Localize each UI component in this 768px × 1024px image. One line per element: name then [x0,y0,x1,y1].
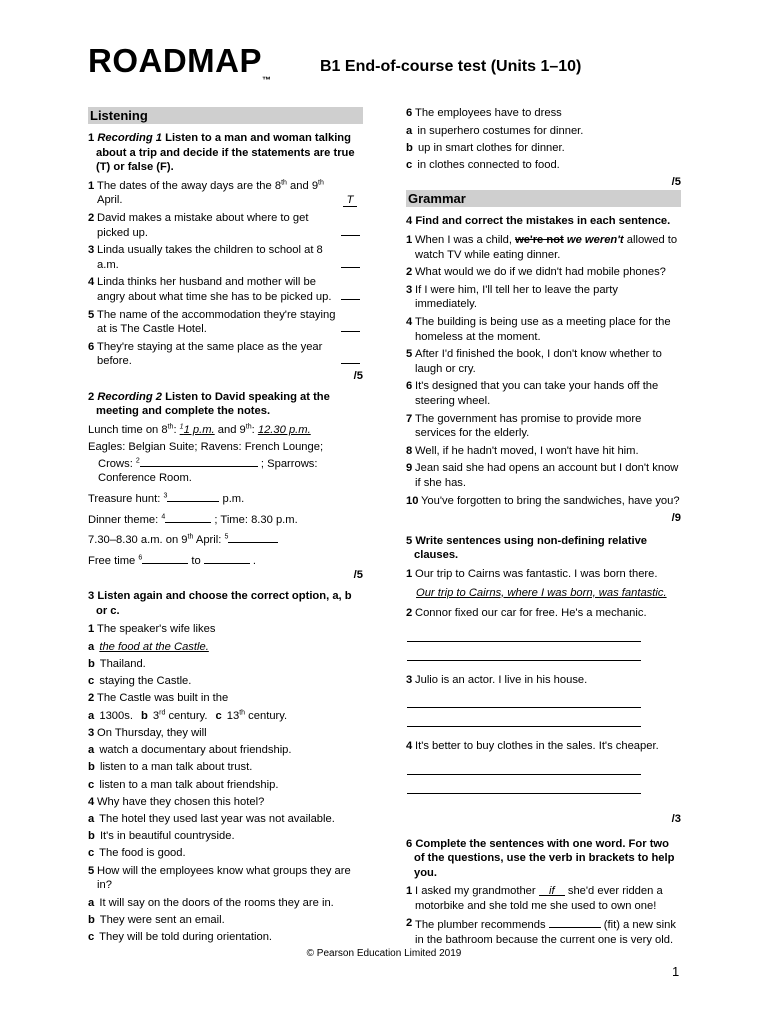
question-text: The speaker's wife likes [97,623,216,636]
answer-blank[interactable]: if [539,884,565,896]
sentence-text [415,916,681,947]
item-number: 2 [406,917,413,930]
exercise-6-items [406,884,681,947]
option-text: listen to a man talk about trust. [99,761,253,774]
option-c[interactable]: c 13th century. [215,708,288,722]
option-b[interactable]: b 3rd century. [140,708,208,722]
answer-box[interactable] [337,319,363,337]
sentence-item [406,444,681,459]
option-c[interactable] [88,846,363,861]
exercise-1-score: /5 [353,369,363,382]
option-a[interactable]: a 1300s. [88,709,133,722]
option-a[interactable] [406,124,681,139]
option-b[interactable] [88,913,363,928]
sentence-item [406,283,681,312]
item-text: Linda thinks her husband and mother will be angry about what time she has to be picked up. [97,276,332,303]
option-text: The hotel they used last year was not available. [99,813,335,826]
option-letter: c [88,778,95,791]
question-number: 2 [88,692,95,705]
sentence-item [406,673,681,688]
question-text: On Thursday, they will [97,726,207,739]
notes-crows: Crows: $^2$ ; Sparrows: [88,455,363,472]
option-letter: b [88,913,95,926]
option-text: the food at the Castle. [99,640,209,653]
item-text: Linda usually takes the children to school at 8 a.m. [97,244,323,271]
item-number: 2 [88,211,95,224]
sentence-item [406,916,681,947]
copyright-footer: © Pearson Education Limited 2019 [306,948,462,959]
true-false-item [88,211,363,240]
notes-conference: Conference Room. [98,472,192,485]
answer-blank-6b[interactable] [204,552,250,564]
sentence-text: You've forgotten to bring the sandwiches, have you? [421,494,680,507]
question [88,691,363,706]
item-number: 3 [406,673,413,686]
item-text: They're staying at the same place as the year before. [97,340,323,368]
sentence-text: Julio is an actor. I live in his house. [415,673,588,686]
item-number: 1 [406,885,413,898]
notes-lunch: Lunch time on 8th: $^1$1 p.m. and 9th: 12.30 p.m. [88,422,311,436]
sentence-start: The plumber recommends [415,919,549,932]
answer-blank-2[interactable] [140,455,258,467]
test-title: B1 End-of-course test (Units 1–10) [320,58,582,75]
option-b[interactable] [88,760,363,775]
answer-blank-6[interactable] [142,552,188,564]
trademark-symbol: ™ [262,75,271,85]
sentence-item [406,265,681,280]
left-column [88,107,363,947]
section-heading-listening: Listening [88,107,363,124]
answer-line[interactable] [407,627,641,642]
sentence-text: It's better to buy clothes in the sales. It's cheaper. [415,740,659,753]
sentence-item [406,233,681,262]
item-text: The name of the accommodation they're staying at is The Castle Hotel. [97,308,336,336]
option-text: They will be told during orientation. [99,930,273,943]
notes-treasure: Treasure hunt: $^3$ p.m. [88,490,363,507]
option-letter: c [406,158,413,171]
sentence-text: What would we do if we didn't had mobile phones? [415,266,666,279]
question-text: How will the employees know what groups they are in? [97,864,351,892]
option-text: in superhero costumes for dinner. [417,124,584,137]
sentence-item [406,315,681,344]
option-letter: c [88,847,95,860]
exercise-1-instruction: 1 Recording 1 Listen to a man and woman talking about a trip and decide if the statements are true (T) or false (F). [88,132,355,174]
question-number: 1 [88,623,95,636]
option-b[interactable] [406,141,681,156]
option-c[interactable] [406,158,681,173]
sentence-item [406,567,681,582]
right-column [406,106,681,951]
option-letter: a [88,640,95,653]
exercise-3-instruction: 3 Listen again and choose the correct option, a, b or c. [88,590,352,617]
exercise-4-items [406,233,681,508]
answer-box[interactable] [337,255,363,273]
option-a[interactable] [88,812,363,827]
exercise-6-instruction: 6 Complete the sentences with one word. For two of the questions, use the verb in brackets to help you. [406,837,675,879]
option-letter: b [140,709,148,722]
item-number: 2 [406,607,413,620]
exercise-5-items [406,567,681,806]
option-letter: b [88,830,95,843]
answer-line[interactable] [407,760,641,775]
crossed-out-words: we're not [515,234,564,247]
option-text: It will say on the doors of the rooms they are in. [99,896,334,909]
option-text: The food is good. [99,847,186,860]
notes-rooms: Eagles: Belgian Suite; Ravens: French Lounge; [88,441,324,454]
answer-box[interactable] [337,351,363,369]
question-number: 3 [88,726,95,739]
sentence-text [415,884,681,913]
item-number: 5 [406,348,413,361]
option-letter: c [88,675,95,687]
item-number: 1 [406,567,413,580]
sentence-text: Well, if he hadn't moved, I won't have hit him. [415,444,639,457]
example-answer: Our trip to Cairns, where I was born, was fantastic. [416,586,667,599]
sentence-item [406,884,681,913]
section-heading-grammar: Grammar [406,190,681,207]
option-text: in clothes connected to food. [417,158,560,171]
sentence-text: Our trip to Cairns was fantastic. I was born there. [415,567,658,580]
item-text: David makes a mistake about where to get picked up. [97,211,309,239]
sentence-item [406,347,681,376]
item-number: 2 [406,266,413,279]
item-number: 6 [88,340,95,353]
item-number: 5 [88,308,95,321]
exercise-5-score: /3 [671,812,681,825]
option-letter: a [406,124,413,137]
option-letter: b [88,761,95,774]
question [88,726,363,741]
option-text: listen to a man talk about friendship. [99,778,279,791]
sentence-end: allowed to watch TV while eating dinner. [415,234,678,261]
answer-blank-4[interactable] [165,511,211,523]
item-number: 3 [88,244,95,257]
option-text: They were sent an email. [99,913,225,926]
sentence-start: When I was a child, [415,234,516,247]
sentence-start: I asked my grandmother [415,885,539,898]
question-text: The Castle was built in the [97,692,229,705]
sentence-text [415,233,681,262]
sentence-item [406,412,681,441]
item-number: 3 [406,283,413,296]
option-c[interactable] [88,674,363,689]
exercise-2-instruction: 2 Recording 2 Listen to David speaking at the meeting and complete the notes. [88,390,330,418]
sentence-item [406,606,681,621]
sentence-text: Connor fixed our car for free. He's a mechanic. [415,607,647,620]
sentence-text: Jean said she had opens an account but I don't know if she has. [415,462,679,489]
sentence-item [406,739,681,754]
answer-blank-3[interactable] [167,490,219,502]
question-number: 5 [88,864,95,877]
true-false-item [88,243,363,272]
sentence-item [406,379,681,408]
answer-line[interactable] [407,693,641,708]
notes-free-time: Free time $^6$ to . [88,552,363,569]
sentence-text: It's designed that you can take your hands off the steering wheel. [415,380,659,407]
option-letter: a [88,813,95,826]
option-a[interactable] [88,896,363,911]
option-letter: a [88,709,95,722]
answer-line[interactable] [341,255,360,268]
question [88,864,363,893]
exercise-3-questions-continued [406,106,681,172]
true-false-item [88,340,363,369]
exercise-1-items [88,179,363,369]
answer-line[interactable] [341,319,360,332]
option-letter: a [88,744,95,757]
option-text: watch a documentary about friendship. [99,744,292,757]
option-b[interactable] [88,829,363,844]
exercise-4-instruction: 4 Find and correct the mistakes in each sentence. [406,215,671,228]
question [88,795,363,810]
item-number: 1 [88,179,95,192]
option-text: staying the Castle. [99,675,192,687]
true-false-item [88,275,363,304]
option-c[interactable] [88,778,363,793]
option-text: Thailand. [99,657,146,670]
notes-dinner: Dinner theme: $^4$ ; Time: 8.30 p.m. [88,511,363,528]
sentence-end: she'd ever ridden a motorbike and she told me she used to own one! [415,885,663,912]
option-letter: c [215,709,222,722]
answer-box[interactable] [337,193,363,208]
item-number: 4 [406,740,413,753]
answer-line[interactable] [407,646,641,661]
answer-line[interactable] [407,712,641,727]
answer-blank[interactable] [549,916,601,928]
question-number: 4 [88,795,95,808]
answer-line[interactable] [341,287,360,300]
question-number: 6 [406,107,413,119]
item-number: 10 [406,494,419,507]
sentence-item [406,494,681,509]
option-text: up in smart clothes for dinner. [417,141,565,154]
answer-box[interactable] [337,223,363,241]
item-number: 1 [406,234,413,247]
option-letter: b [406,141,413,154]
answer-line[interactable] [341,223,360,236]
item-number: 4 [406,316,413,329]
true-false-item [88,179,363,208]
answer-line[interactable] [407,779,641,794]
exercise-2-score: /5 [353,569,363,582]
true-false-item [88,308,363,337]
exercise-3-questions [88,622,363,944]
option-b[interactable] [88,657,363,672]
answer-line[interactable] [341,351,360,364]
page-number: 1 [672,964,680,979]
option-row [88,709,363,724]
question [88,622,363,637]
sentence-text: After I'd finished the book, I don't know whether to laugh or cry. [415,348,662,375]
notes-morning: 7.30–8.30 a.m. on 9th April: $^5$ [88,531,363,548]
sentence-text: The building is being use as a meeting place for the homeless at the moment. [415,316,671,343]
exercise-3-score: /5 [671,175,681,188]
sentence-text: The government has promise to provide more services for the elderly. [415,412,642,440]
item-number: 7 [406,412,413,425]
question-text: Why have they chosen this hotel? [97,795,265,808]
option-text: It's in beautiful countryside. [99,830,235,843]
option-c[interactable] [88,930,363,945]
option-letter: a [88,896,95,909]
question-text: The employees have to dress [415,107,562,119]
exercise-4-score: /9 [671,512,681,525]
item-text: The dates of the away days are the 8th and 9th April. [97,179,324,207]
sentence-text: If I were him, I'll tell her to leave the party immediately. [415,283,618,311]
answer-blank-5[interactable] [228,531,278,543]
option-a[interactable] [88,640,363,655]
brand-logo: ROADMAP [88,42,262,79]
item-number: 8 [406,444,413,457]
item-number: 4 [88,276,95,289]
exercise-5-instruction: 5 Write sentences using non-defining relative clauses. [406,534,648,562]
option-a[interactable] [88,743,363,758]
item-number: 6 [406,380,413,393]
answer-box[interactable] [337,287,363,305]
correction: we weren't [566,234,624,247]
sentence-item [406,461,681,490]
answer-value: T [343,194,358,207]
question [406,106,681,121]
option-letter: b [88,657,95,670]
sentence-end: (fit) a new sink in the bathroom because the current one is very old. [415,919,676,947]
item-number: 9 [406,462,413,475]
option-letter: c [88,930,95,943]
